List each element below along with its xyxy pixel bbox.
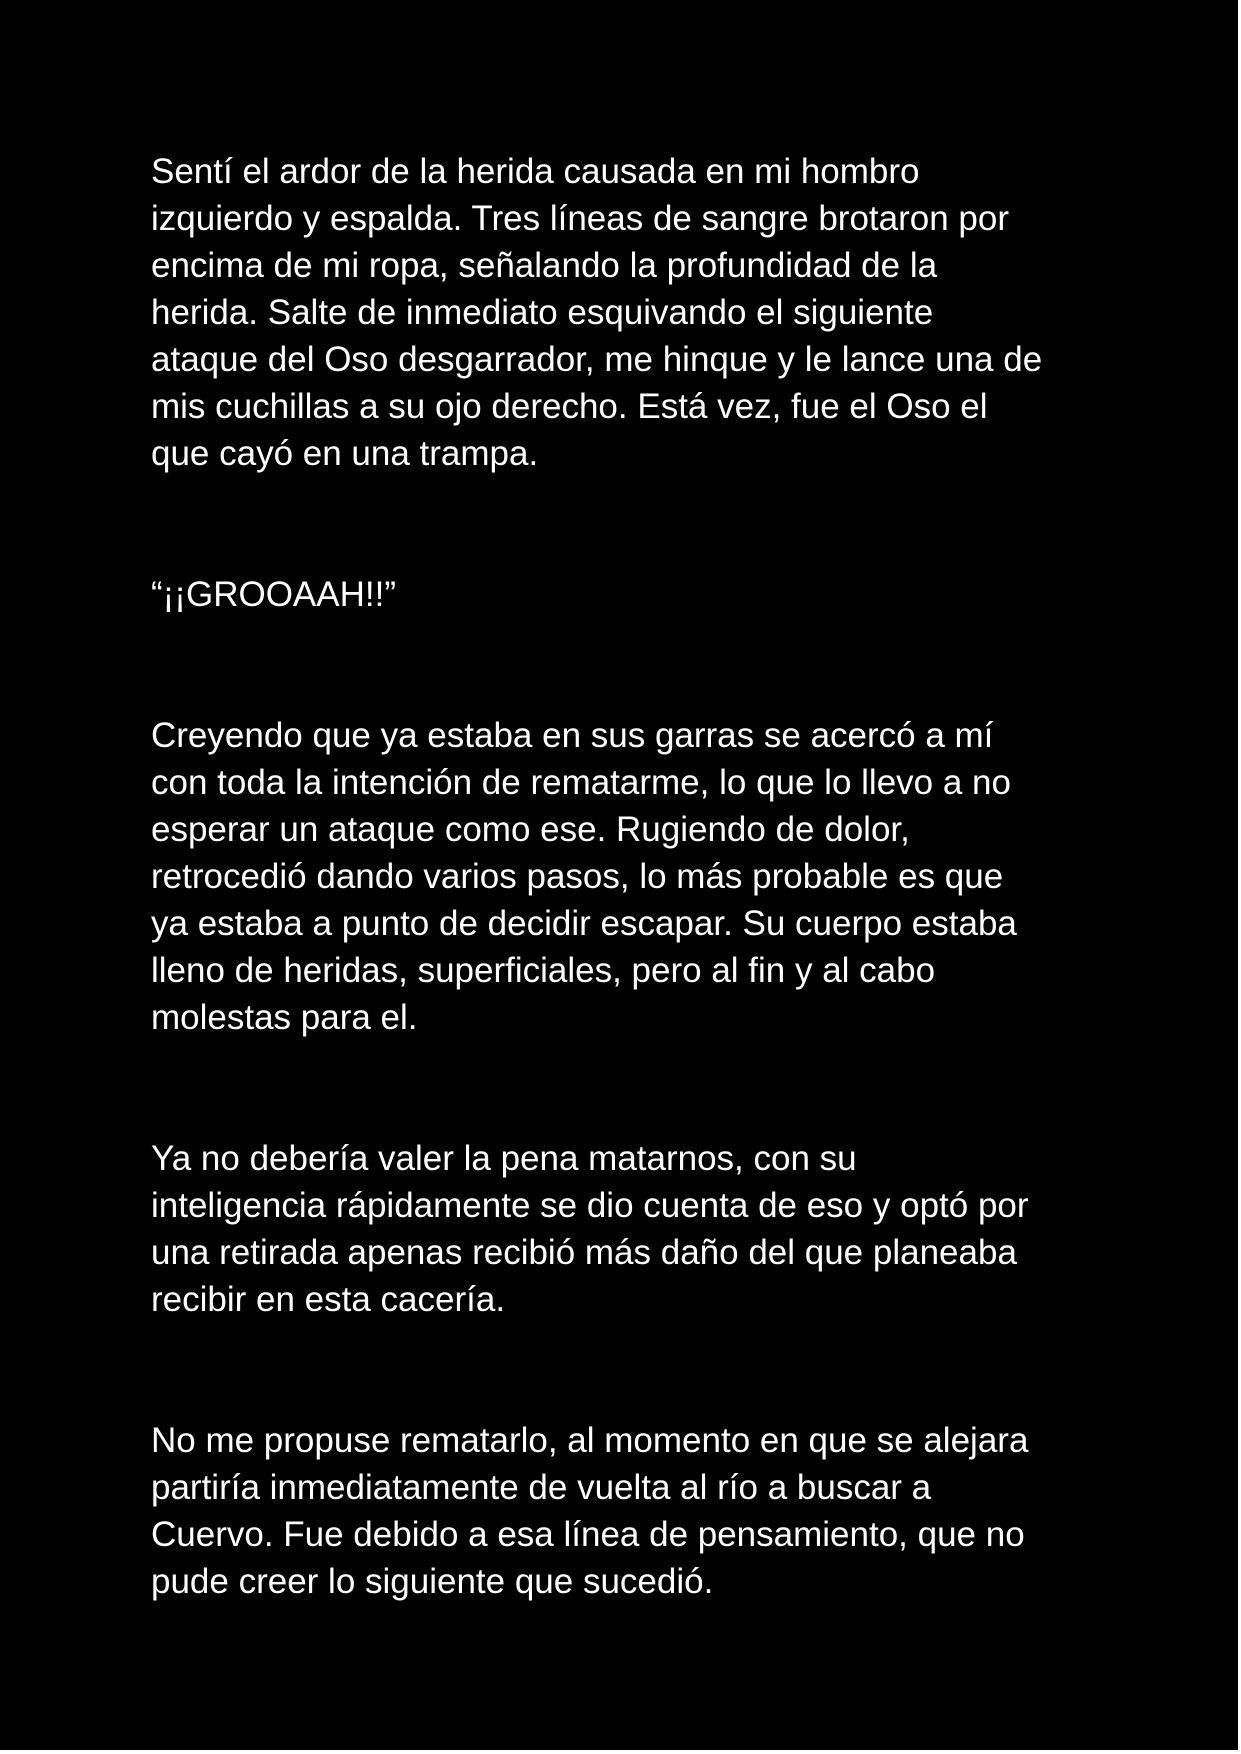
text-line: herida. Salte de inmediato esquivando el siguiente: [151, 293, 934, 332]
text-line: mis cuchillas a su ojo derecho. Está vez, fue el Oso el: [151, 387, 988, 426]
text-line: partiría inmediatamente de vuelta al río a buscar a: [151, 1468, 932, 1507]
text-line: “¡¡GROOAAH!!”: [151, 575, 396, 614]
text-line: que cayó en una trampa.: [151, 434, 539, 473]
text-line: esperar un ataque como ese. Rugiendo de dolor,: [151, 810, 910, 849]
text-line: una retirada apenas recibió más daño del que planeaba: [151, 1233, 1017, 1272]
text-line: Creyendo que ya estaba en sus garras se acercó a mí: [151, 716, 994, 755]
text-line: pude creer lo siguiente que sucedió.: [151, 1562, 714, 1601]
text-line: inteligencia rápidamente se dio cuenta de eso y optó por: [151, 1186, 1029, 1225]
paragraph-3: [151, 712, 1118, 1041]
text-line: encima de mi ropa, señalando la profundidad de la: [151, 246, 938, 285]
text-line: recibir en esta cacería.: [151, 1280, 506, 1319]
paragraph-1: [151, 148, 1118, 477]
text-line: No me propuse rematarlo, al momento en que se alejara: [151, 1421, 1029, 1460]
text-line: Cuervo. Fue debido a esa línea de pensamiento, que no: [151, 1515, 1025, 1554]
paragraph-5: [151, 1417, 1118, 1605]
text-line: lleno de heridas, superficiales, pero al fin y al cabo: [151, 951, 936, 990]
paragraph-2-exclamation: [151, 571, 1118, 618]
text-line: Sentí el ardor de la herida causada en mi hombro: [151, 152, 920, 191]
paragraph-4: [151, 1135, 1118, 1323]
text-line: ataque del Oso desgarrador, me hinque y le lance una de: [151, 340, 1043, 379]
text-line: Ya no debería valer la pena matarnos, con su: [151, 1139, 857, 1178]
text-line: retrocedió dando varios pasos, lo más probable es que: [151, 857, 1004, 896]
text-line: ya estaba a punto de decidir escapar. Su cuerpo estaba: [151, 904, 1017, 943]
text-line: izquierdo y espalda. Tres líneas de sangre brotaron por: [151, 199, 1010, 238]
text-line: molestas para el.: [151, 998, 418, 1037]
text-line: con toda la intención de rematarme, lo que lo llevo a no: [151, 763, 1011, 802]
